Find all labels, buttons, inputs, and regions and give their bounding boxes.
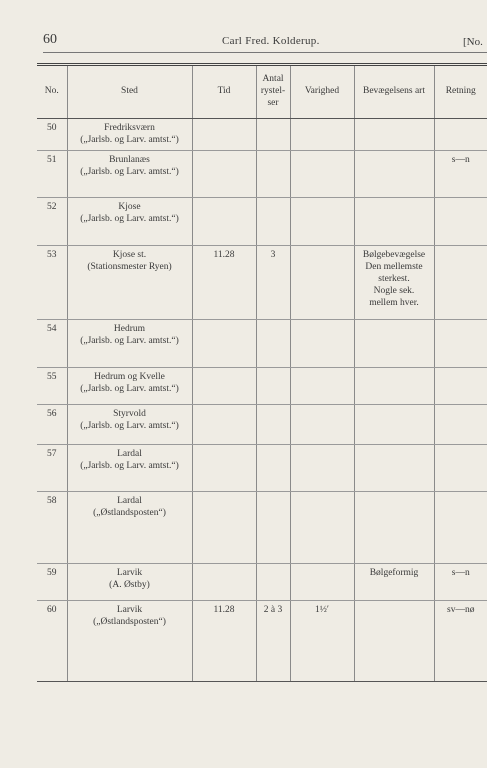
motion-type-cell [354,198,434,246]
place-source: („Jarlsb. og Larv. amtst.“) [80,335,179,346]
direction-cell [434,119,487,151]
shock-count-cell: 2 à 3 [256,601,290,682]
motion-type-line: Den mellemste [365,261,423,272]
direction-cell [434,405,487,445]
table-row [37,445,487,492]
shock-count-cell [256,198,290,246]
motion-type-cell [354,368,434,405]
table-row [37,564,487,601]
duration-cell [290,445,354,492]
place-name: Lardal [117,496,142,506]
page-header [0,30,487,48]
row-number: 52 [37,198,67,246]
place-source: („Østlandsposten“) [93,616,166,627]
place-name: Styrvold [113,409,146,419]
place-source: („Østlandsposten“) [93,507,166,518]
place-source: („Jarlsb. og Larv. amtst.“) [80,460,179,471]
table-row [37,246,487,320]
place-source: (A. Østby) [109,579,150,590]
direction-cell [434,320,487,368]
location-cell [67,492,192,564]
table-row [37,151,487,198]
direction-cell [434,246,487,320]
shock-count-cell [256,445,290,492]
direction-cell [434,198,487,246]
direction-cell: s—n [434,564,487,601]
motion-type-cell [354,445,434,492]
row-number: 57 [37,445,67,492]
row-number: 50 [37,119,67,151]
table-row [37,405,487,445]
motion-type-cell [354,405,434,445]
row-number: 60 [37,601,67,682]
column-header-tid: Tid [192,65,256,119]
direction-cell: s—n [434,151,487,198]
duration-cell [290,368,354,405]
motion-type-line: mellem hver. [369,297,419,308]
motion-type-cell [354,151,434,198]
time-cell [192,445,256,492]
place-name: Lardal [117,449,142,459]
motion-type-line: sterkest. [378,273,410,284]
table-row [37,320,487,368]
time-cell [192,119,256,151]
table-row [37,601,487,682]
direction-cell [434,368,487,405]
shock-count-cell [256,368,290,405]
page-number: 60 [43,32,57,47]
header-rule [43,52,487,53]
shock-count-cell [256,405,290,445]
motion-type-cell [354,601,434,682]
column-header-bevaegelse: Bevægelsens art [354,65,434,119]
duration-cell [290,564,354,601]
location-cell [67,405,192,445]
motion-type-cell [354,492,434,564]
row-number: 58 [37,492,67,564]
motion-type-cell [354,119,434,151]
time-cell [192,405,256,445]
motion-type-line: Bølgeformig [369,568,419,578]
time-cell [192,320,256,368]
running-title: Carl Fred. Kolderup. [222,35,320,47]
time-cell [192,368,256,405]
table-row [37,119,487,151]
time-cell [192,564,256,601]
place-source: („Jarlsb. og Larv. amtst.“) [80,420,179,431]
location-cell [67,601,192,682]
motion-type-cell [354,320,434,368]
column-header-retning: Retning [434,65,487,119]
shock-count-cell: 3 [256,246,290,320]
location-cell [67,564,192,601]
row-number: 56 [37,405,67,445]
place-source: („Jarlsb. og Larv. amtst.“) [80,213,179,224]
shock-count-cell [256,564,290,601]
duration-cell [290,119,354,151]
shock-count-cell [256,119,290,151]
time-cell: 11.28 [192,601,256,682]
row-number: 53 [37,246,67,320]
place-name: Hedrum og Kvelle [94,372,165,382]
place-source: (Stationsmester Ryen) [87,261,172,272]
place-name: Larvik [116,605,143,615]
direction-cell: sv—nø [434,601,487,682]
table-row [37,368,487,405]
duration-cell [290,246,354,320]
location-cell [67,119,192,151]
duration-cell [290,151,354,198]
place-name: Larvik [116,568,143,578]
row-number: 51 [37,151,67,198]
shock-count-cell [256,151,290,198]
column-header-antal: Antal rystel-ser [256,65,290,119]
place-source: („Jarlsb. og Larv. amtst.“) [80,383,179,394]
direction-cell [434,445,487,492]
table-row [37,492,487,564]
table-header-row [37,65,487,119]
table-body [37,119,487,682]
place-name: Kjose st. [112,250,147,260]
earthquake-observation-table [37,63,487,682]
place-name: Fredriksværn [104,123,155,133]
location-cell [67,198,192,246]
location-cell [67,246,192,320]
duration-cell [290,198,354,246]
duration-cell [290,405,354,445]
motion-type-line: Nogle sek. [373,285,415,296]
place-name: Kjose [118,202,141,212]
motion-type-cell [354,246,434,320]
time-cell: 11.28 [192,246,256,320]
row-number: 54 [37,320,67,368]
shock-count-cell [256,492,290,564]
row-number: 55 [37,368,67,405]
location-cell [67,445,192,492]
column-header-varighed: Varighed [290,65,354,119]
location-cell [67,151,192,198]
location-cell [67,320,192,368]
time-cell [192,151,256,198]
row-number: 59 [37,564,67,601]
place-name: Brunlanæs [109,155,150,165]
place-name: Hedrum [113,324,146,334]
time-cell [192,198,256,246]
section-mark: [No. [463,36,483,48]
shock-count-cell [256,320,290,368]
duration-cell: 1½′ [290,601,354,682]
place-source: („Jarlsb. og Larv. amtst.“) [80,134,179,145]
table-row [37,198,487,246]
duration-cell [290,320,354,368]
location-cell [67,368,192,405]
place-source: („Jarlsb. og Larv. amtst.“) [80,166,179,177]
time-cell [192,492,256,564]
column-header-no: No. [37,65,67,119]
direction-cell [434,492,487,564]
motion-type-cell [354,564,434,601]
column-header-sted: Sted [67,65,192,119]
duration-cell [290,492,354,564]
motion-type-line: Bølgebevægelse [362,250,426,260]
